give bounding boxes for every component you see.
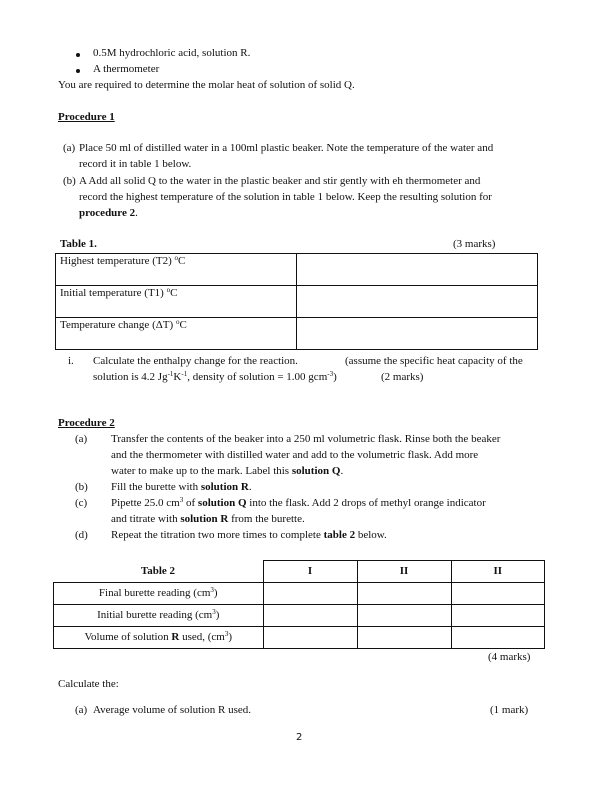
step-text: record it in table 1 below.: [79, 158, 192, 170]
bold-term: solution Q: [197, 497, 247, 509]
table-row: [54, 605, 545, 627]
superscript: -1: [181, 370, 188, 378]
table-header-row: [54, 561, 545, 583]
table-2-title: Table 2: [54, 561, 264, 583]
table-row: [56, 254, 538, 286]
table-row: [54, 583, 545, 605]
material-item: A thermometer: [93, 63, 160, 75]
table-cell-value[interactable]: [297, 254, 538, 286]
step-text: A Add all solid Q to the water in the plastic beaker and stir gently with eh thermometer and: [79, 175, 481, 187]
text: , density of solution = 1.00 gcm: [187, 371, 328, 383]
text: ): [213, 587, 218, 599]
bold-term: solution R: [200, 481, 249, 493]
question-text: Calculate the enthalpy change for the reaction.: [93, 355, 298, 367]
unit: C: [178, 255, 186, 267]
table-cell-label: [54, 583, 264, 605]
table-1-marks: (3 marks): [453, 238, 496, 250]
page-number: 2: [296, 732, 303, 743]
table-cell-value[interactable]: [451, 583, 545, 605]
superscript: 3: [179, 496, 184, 504]
table-cell-value[interactable]: [357, 627, 451, 649]
superscript: -1: [167, 370, 174, 378]
bold-term: solution R: [180, 513, 229, 525]
table-cell-value[interactable]: [297, 286, 538, 318]
step-text: record the highest temperature of the solution in table 1 below. Keep the resulting solution for: [79, 191, 492, 203]
table-2: [53, 560, 545, 649]
degree-sup: o: [175, 318, 180, 326]
question-text: [93, 372, 337, 383]
text: Repeat the titration two more times to complete: [111, 529, 324, 541]
text: Final burette reading (cm: [98, 587, 211, 599]
text: Pipette 25.0 cm: [111, 497, 180, 509]
superscript: -3: [327, 370, 334, 378]
superscript: 3: [210, 586, 214, 594]
calculate-text: Average volume of solution R used.: [93, 704, 252, 716]
text: into the flask. Add 2 drops of methyl orange indicator: [246, 497, 486, 509]
table-cell-value[interactable]: [297, 318, 538, 350]
procedure-2-heading: Procedure 2: [58, 417, 115, 429]
unit: C: [179, 319, 187, 331]
column-header-iii: II: [451, 561, 545, 583]
text: ): [228, 631, 233, 643]
row-label: Temperature change (ΔT): [60, 319, 176, 331]
text: Initial burette reading (cm: [97, 609, 213, 621]
intro-text: You are required to determine the molar heat of solution of solid Q.: [58, 79, 355, 91]
step-marker: (b): [75, 481, 88, 493]
calculate-heading: Calculate the:: [58, 678, 119, 690]
table-1: [55, 253, 538, 350]
punctuation: .: [340, 465, 344, 477]
table-cell-value[interactable]: [357, 605, 451, 627]
step-text: [111, 498, 486, 509]
table-cell-label: [56, 286, 297, 318]
text: from the burette.: [228, 513, 305, 525]
bold-term: solution Q: [291, 465, 341, 477]
step-marker: (c): [75, 497, 88, 509]
step-marker: (d): [75, 529, 88, 541]
step-marker: (a): [63, 142, 76, 154]
question-marker: i.: [68, 355, 74, 367]
degree-sup: o: [174, 254, 179, 262]
row-label: Highest temperature (T2): [60, 255, 175, 267]
text: used, (cm: [179, 631, 225, 643]
table-cell-label: [56, 318, 297, 350]
table-cell-label: [54, 627, 264, 649]
text: ): [215, 609, 220, 621]
text: below.: [355, 529, 387, 541]
question-text: (assume the specific heat capacity of the: [345, 355, 523, 367]
table-cell-label: [54, 605, 264, 627]
column-header-i: I: [263, 561, 357, 583]
table-row: [56, 286, 538, 318]
table-cell-value[interactable]: [263, 627, 357, 649]
table-row: [56, 318, 538, 350]
table-cell-value[interactable]: [263, 605, 357, 627]
text: K: [173, 371, 182, 383]
row-label: Initial temperature (T1): [60, 287, 167, 299]
step-marker: (a): [75, 433, 88, 445]
bullet-icon: [76, 69, 80, 73]
step-text: [111, 466, 343, 477]
step-text: and the thermometer with distilled water and add to the volumetric flask. Add more: [111, 449, 479, 461]
step-text: [111, 482, 252, 493]
text: of: [183, 497, 198, 509]
text: and titrate with: [111, 513, 181, 525]
text: Volume of solution: [84, 631, 172, 643]
table-cell-value[interactable]: [357, 583, 451, 605]
step-text: Transfer the contents of the beaker into a 250 ml volumetric flask. Rinse both the beaker: [111, 433, 501, 445]
unit: C: [170, 287, 178, 299]
text: ): [333, 371, 337, 383]
step-marker: (b): [63, 175, 76, 187]
material-item: 0.5M hydrochloric acid, solution R.: [93, 47, 251, 59]
table-row: [54, 627, 545, 649]
table-cell-value[interactable]: [451, 605, 545, 627]
punctuation: .: [248, 481, 252, 493]
degree-sup: o: [166, 286, 171, 294]
text: Fill the burette with: [111, 481, 201, 493]
step-text: [111, 514, 305, 525]
column-header-ii: II: [357, 561, 451, 583]
calculate-marker: (a): [75, 704, 88, 716]
bullet-icon: [76, 53, 80, 57]
punctuation: .: [135, 207, 138, 219]
table-1-title: Table 1.: [60, 238, 97, 250]
superscript: 3: [224, 630, 229, 638]
table-2-marks: (4 marks): [488, 651, 531, 663]
procedure-1-heading: Procedure 1: [58, 111, 115, 123]
step-text: Place 50 ml of distilled water in a 100ml plastic beaker. Note the temperature of the water and: [79, 142, 494, 154]
text: water to make up to the mark. Label this: [111, 465, 292, 477]
calculate-marks: (1 mark): [490, 704, 529, 716]
table-cell-value[interactable]: [263, 583, 357, 605]
bold-term: R: [171, 631, 180, 643]
bold-term: table 2: [323, 529, 356, 541]
step-text: [79, 208, 138, 219]
question-marks: (2 marks): [381, 371, 424, 383]
table-cell-value[interactable]: [451, 627, 545, 649]
bold-term: procedure 2: [79, 207, 136, 219]
step-text: [111, 530, 387, 541]
table-cell-label: [56, 254, 297, 286]
superscript: 3: [212, 608, 216, 616]
text: solution is 4.2 Jg: [93, 371, 168, 383]
